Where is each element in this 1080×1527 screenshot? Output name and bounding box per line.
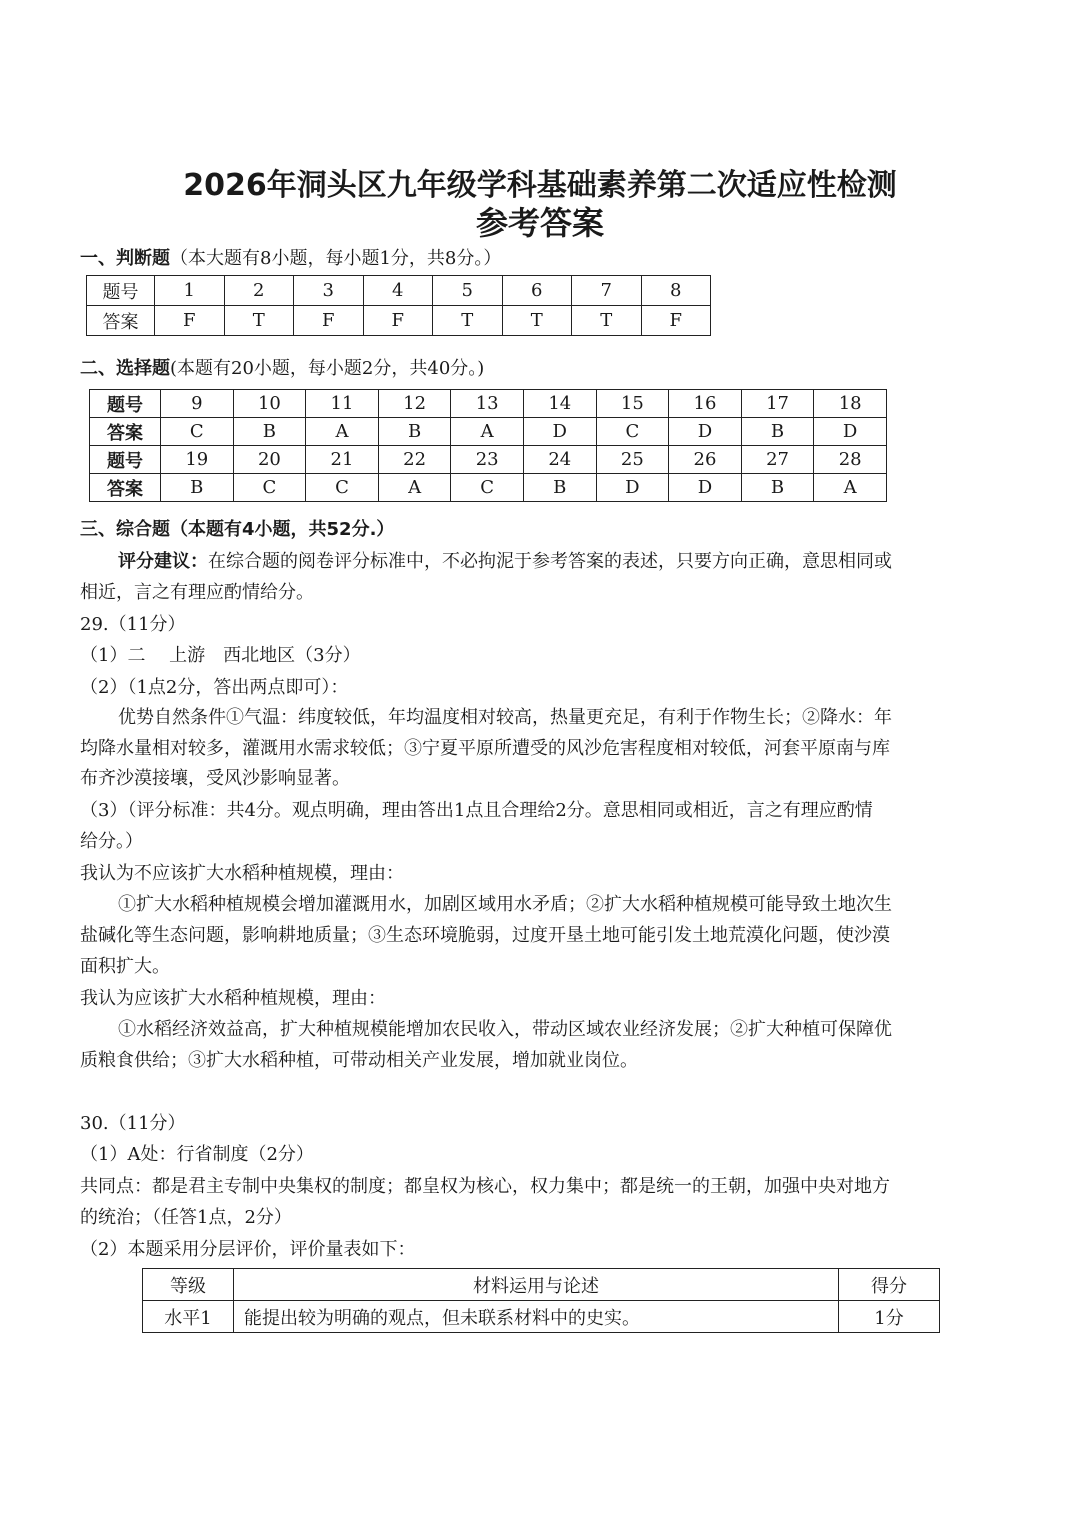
table-cell: 13 <box>451 390 524 418</box>
row-label: 答案 <box>90 474 161 502</box>
section1-number-row <box>87 276 711 306</box>
section2-note: (本题有20小题，每小题2分，共40分。) <box>170 358 485 379</box>
table-cell: T <box>572 306 642 336</box>
column-header: 材料运用与论述 <box>234 1269 839 1301</box>
table-cell: B <box>741 418 814 446</box>
table-cell: F <box>155 306 225 336</box>
section1-heading <box>80 247 501 271</box>
table-cell: 3 <box>294 276 364 306</box>
table-cell: 28 <box>814 446 887 474</box>
row-label: 题号 <box>90 390 161 418</box>
table-cell: 11 <box>306 390 379 418</box>
q29-part3: （3）（评分标准：共4分。观点明确，理由答出1点且合理给2分。意思相同或相近，言之有理应酌情 <box>80 800 873 821</box>
section3-title: 三、综合题 <box>80 519 170 540</box>
q29-part3-cont: 给分。） <box>80 831 143 852</box>
q29-part2: （2）（1点2分，答出两点即可）： <box>80 677 349 698</box>
section2-answer-row <box>90 474 887 502</box>
table-cell: 15 <box>596 390 669 418</box>
advice-text: 在综合题的阅卷评分标准中，不必拘泥于参考答案的表述，只要方向正确，意思相同或 <box>208 551 892 572</box>
section2-heading <box>80 357 484 381</box>
table-cell: 12 <box>378 390 451 418</box>
section2-number-row <box>90 390 887 418</box>
section3-heading <box>80 518 394 542</box>
grading-advice <box>118 550 892 574</box>
q29-oppose-text: 盐碱化等生态问题，影响耕地质量；③生态环境脆弱，过度开垦土地可能引发土地荒漠化问题，使沙漠 <box>80 925 890 946</box>
table-cell: F <box>294 306 364 336</box>
table-cell: B <box>523 474 596 502</box>
table-cell: A <box>378 474 451 502</box>
table-cell: A <box>814 474 887 502</box>
table-cell: D <box>523 418 596 446</box>
evaluation-header-row <box>143 1269 940 1301</box>
section3-note: （本题有4小题，共52分.） <box>170 519 395 540</box>
q29-header: 29.（11分） <box>80 614 186 635</box>
row-label: 答案 <box>87 306 155 336</box>
table-cell: D <box>814 418 887 446</box>
table-cell: 7 <box>572 276 642 306</box>
table-cell: 24 <box>523 446 596 474</box>
row-label: 题号 <box>90 446 161 474</box>
table-cell: 1分 <box>839 1301 940 1333</box>
section2-number-row <box>90 446 887 474</box>
table-cell: 23 <box>451 446 524 474</box>
table-row <box>143 1301 940 1333</box>
table-cell: F <box>363 306 433 336</box>
table-cell: 5 <box>433 276 503 306</box>
table-cell: 16 <box>669 390 742 418</box>
section1-title: 一、判断题 <box>80 248 170 269</box>
table-cell: D <box>669 474 742 502</box>
section1-table <box>86 275 711 336</box>
q29-part2-text: 优势自然条件①气温：纬度较低，年均温度相对较高，热量更充足，有利于作物生长；②降水：年 <box>118 707 892 728</box>
q29-support-head: 我认为应该扩大水稻种植规模，理由： <box>80 988 386 1009</box>
table-cell: C <box>451 474 524 502</box>
table-cell: 2 <box>224 276 294 306</box>
table-cell: 27 <box>741 446 814 474</box>
table-cell: 25 <box>596 446 669 474</box>
table-cell: 20 <box>233 446 306 474</box>
table-cell: A <box>451 418 524 446</box>
table-cell: 8 <box>641 276 711 306</box>
column-header: 等级 <box>143 1269 234 1301</box>
q30-common: 共同点：都是君主专制中央集权的制度；都皇权为核心，权力集中；都是统一的王朝，加强中央对地方 <box>80 1176 890 1197</box>
table-cell: B <box>741 474 814 502</box>
table-cell: 18 <box>814 390 887 418</box>
table-cell: T <box>433 306 503 336</box>
table-cell: 水平1 <box>143 1301 234 1333</box>
table-cell: 9 <box>161 390 234 418</box>
table-cell: 6 <box>502 276 572 306</box>
table-cell: 26 <box>669 446 742 474</box>
q30-part1: （1）A处：行省制度（2分） <box>80 1144 314 1165</box>
table-cell: B <box>233 418 306 446</box>
q29-oppose-text: 面积扩大。 <box>80 956 170 977</box>
q29-oppose-head: 我认为不应该扩大水稻种植规模，理由： <box>80 863 404 884</box>
q29-support-text: 质粮食供给；③扩大水稻种植，可带动相关产业发展，增加就业岗位。 <box>80 1050 638 1071</box>
table-cell: C <box>161 418 234 446</box>
q29-part2-text: 均降水量相对较多，灌溉用水需求较低；③宁夏平原所遭受的风沙危害程度相对较低，河套平原南与库 <box>80 738 890 759</box>
q30-header: 30.（11分） <box>80 1113 186 1134</box>
table-cell: 21 <box>306 446 379 474</box>
advice-label: 评分建议： <box>118 551 208 572</box>
table-cell: 17 <box>741 390 814 418</box>
table-cell: 4 <box>363 276 433 306</box>
section2-table <box>89 389 887 502</box>
q29-part1: （1）二 上游 西北地区（3分） <box>80 645 361 666</box>
q30-common-cont: 的统治；（任答1点，2分） <box>80 1207 292 1228</box>
section1-note: （本大题有8小题，每小题1分，共8分。） <box>170 248 502 269</box>
table-cell: B <box>378 418 451 446</box>
section1-answer-row <box>87 306 711 336</box>
table-cell: 能提出较为明确的观点，但未联系材料中的史实。 <box>234 1301 839 1333</box>
table-cell: T <box>224 306 294 336</box>
table-cell: A <box>306 418 379 446</box>
table-cell: D <box>669 418 742 446</box>
table-cell: F <box>641 306 711 336</box>
table-cell: D <box>596 474 669 502</box>
table-cell: T <box>502 306 572 336</box>
table-cell: 19 <box>161 446 234 474</box>
section2-answer-row <box>90 418 887 446</box>
q30-part2: （2）本题采用分层评价，评价量表如下： <box>80 1239 416 1260</box>
row-label: 题号 <box>87 276 155 306</box>
document-title: 2026年洞头区九年级学科基础素养第二次适应性检测 <box>183 168 897 203</box>
row-label: 答案 <box>90 418 161 446</box>
table-cell: C <box>596 418 669 446</box>
table-cell: C <box>233 474 306 502</box>
table-cell: 22 <box>378 446 451 474</box>
table-cell: B <box>161 474 234 502</box>
q29-support-text: ①水稻经济效益高，扩大种植规模能增加农民收入，带动区域农业经济发展；②扩大种植可保障优 <box>118 1019 892 1040</box>
table-cell: C <box>306 474 379 502</box>
q29-part2-text: 布齐沙漠接壤，受风沙影响显著。 <box>80 768 350 789</box>
q29-oppose-text: ①扩大水稻种植规模会增加灌溉用水，加剧区域用水矛盾；②扩大水稻种植规模可能导致土地次生 <box>118 894 892 915</box>
column-header: 得分 <box>839 1269 940 1301</box>
table-cell: 14 <box>523 390 596 418</box>
section2-title: 二、选择题 <box>80 358 170 379</box>
table-cell: 1 <box>155 276 225 306</box>
table-cell: 10 <box>233 390 306 418</box>
document-subtitle: 参考答案 <box>475 204 604 242</box>
evaluation-table <box>142 1268 940 1333</box>
advice-text-cont: 相近，言之有理应酌情给分。 <box>80 582 314 603</box>
